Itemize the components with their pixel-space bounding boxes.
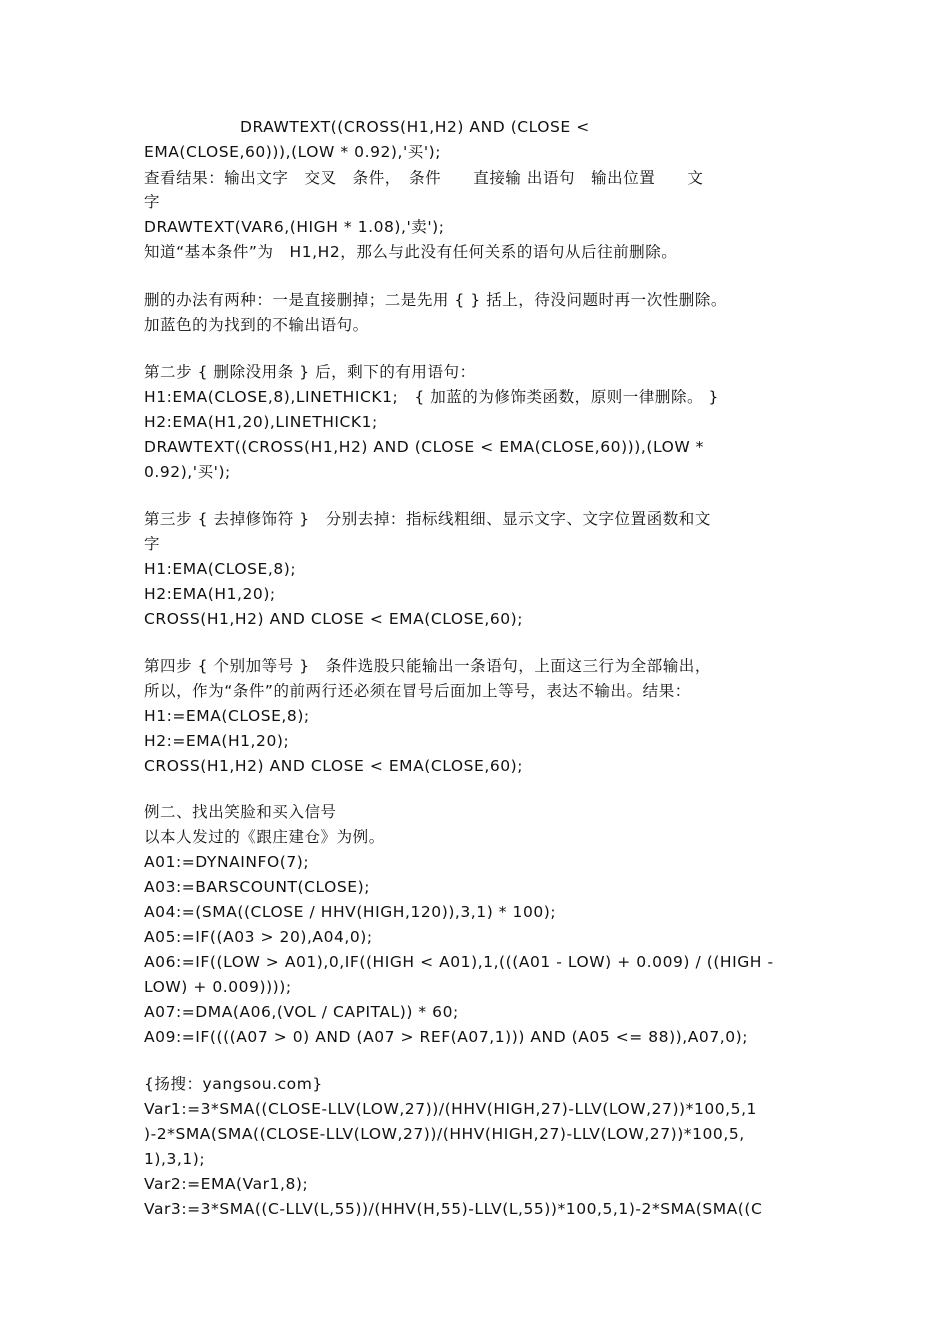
code-comment: {扬搜：yangsou.com} — [144, 1075, 323, 1093]
step-heading: 第四步 { 个别加等号 } 条件选股只能输出一条语句，上面这三行为全部输出， — [144, 657, 711, 675]
code-line: 0.92),'买'); — [144, 463, 231, 481]
code-line: A01:=DYNAINFO(7); — [144, 853, 310, 871]
text-line: 加蓝色的为找到的不输出语句。 — [144, 316, 369, 334]
code-line: H1:EMA(CLOSE,8); — [144, 560, 297, 578]
code-line: Var3:=3*SMA((C-LLV(L,55))/(HHV(H,55)-LLV(L,55))*100,5,1)-2*SMA(SMA((C — [144, 1200, 763, 1218]
code-line: A05:=IF((A03 > 20),A04,0); — [144, 928, 373, 946]
text-line: 以本人发过的《跟庄建仓》为例。 — [144, 828, 385, 846]
code-line: H1:EMA(CLOSE,8),LINETHICK1; { 加蓝的为修饰类函数，原则一律删除。 } — [144, 388, 719, 406]
code-line: Var2:=EMA(Var1,8); — [144, 1175, 309, 1193]
code-line: A07:=DMA(A06,(VOL / CAPITAL)) * 60; — [144, 1003, 459, 1021]
text-line: 知道“基本条件”为 H1,H2，那么与此没有任何关系的语句从后往前删除。 — [144, 243, 678, 261]
code-line: CROSS(H1,H2) AND CLOSE < EMA(CLOSE,60); — [144, 610, 524, 628]
step-heading: 第三步 { 去掉修饰符 } 分别去掉：指标线粗细、显示文字、文字位置函数和文 — [144, 510, 711, 528]
text-line: 删的办法有两种：一是直接删掉；二是先用 { } 括上，待没问题时再一次性删除。 — [144, 291, 727, 309]
code-line: H2:EMA(H1,20),LINETHICK1; — [144, 413, 378, 431]
code-line: H2:=EMA(H1,20); — [144, 732, 290, 750]
text-line: 字 — [144, 193, 161, 211]
code-line: DRAWTEXT((CROSS(H1,H2) AND (CLOSE < — [240, 118, 590, 136]
text-line: 查看结果：输出文字 交叉 条件， 条件 直接输 出语句 输出位置 文 — [144, 169, 704, 187]
section-heading: 例二、找出笑脸和买入信号 — [144, 803, 337, 821]
code-line: H1:=EMA(CLOSE,8); — [144, 707, 310, 725]
text-line: 字 — [144, 535, 161, 553]
code-line: A09:=IF((((A07 > 0) AND (A07 > REF(A07,1))) AND (A05 <= 88)),A07,0); — [144, 1028, 748, 1046]
code-line: A03:=BARSCOUNT(CLOSE); — [144, 878, 370, 896]
code-line: A04:=(SMA((CLOSE / HHV(HIGH,120)),3,1) * 100); — [144, 903, 557, 921]
code-line: A06:=IF((LOW > A01),0,IF((HIGH < A01),1,(((A01 - LOW) + 0.009) / ((HIGH - — [144, 953, 774, 971]
code-line: DRAWTEXT(VAR6,(HIGH * 1.08),'卖'); — [144, 218, 445, 236]
code-line: )-2*SMA(SMA((CLOSE-LLV(LOW,27))/(HHV(HIGH,27)-LLV(LOW,27))*100,5, — [144, 1125, 745, 1143]
code-line: Var1:=3*SMA((CLOSE-LLV(LOW,27))/(HHV(HIGH,27)-LLV(LOW,27))*100,5,1 — [144, 1100, 757, 1118]
code-line: EMA(CLOSE,60))),(LOW * 0.92),'买'); — [144, 143, 442, 161]
text-line: 所以，作为“条件”的前两行还必须在冒号后面加上等号，表达不输出。结果： — [144, 682, 691, 700]
step-heading: 第二步 { 删除没用条 } 后，剩下的有用语句： — [144, 363, 476, 381]
code-line: 1),3,1); — [144, 1150, 206, 1168]
code-line: DRAWTEXT((CROSS(H1,H2) AND (CLOSE < EMA(CLOSE,60))),(LOW * — [144, 438, 704, 456]
code-line: LOW) + 0.009)))); — [144, 978, 292, 996]
code-line: H2:EMA(H1,20); — [144, 585, 276, 603]
code-line: CROSS(H1,H2) AND CLOSE < EMA(CLOSE,60); — [144, 757, 524, 775]
